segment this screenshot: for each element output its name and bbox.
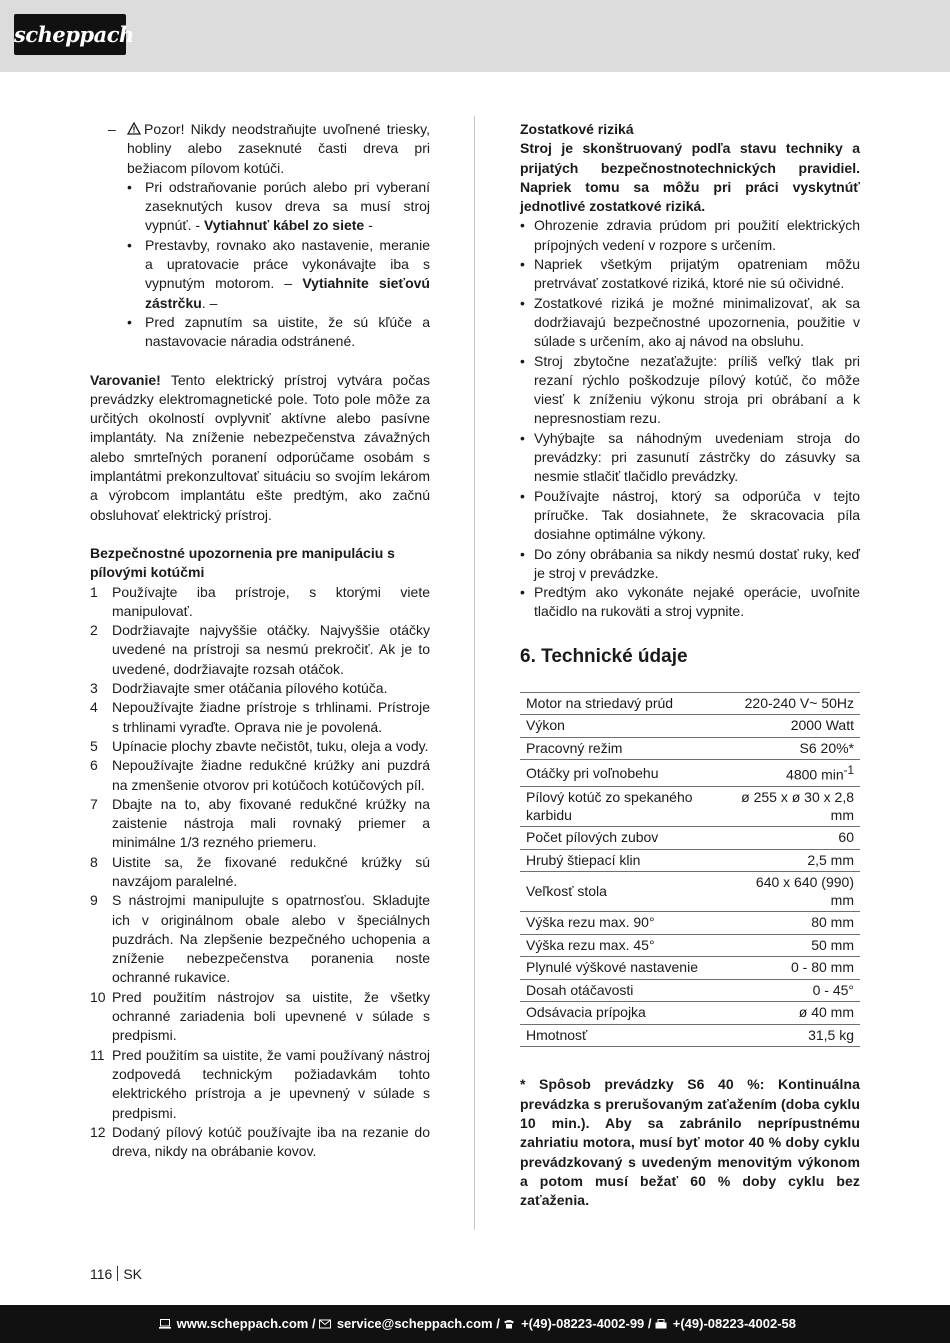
item-number: 1 bbox=[90, 583, 98, 600]
bullet-suffix: . – bbox=[201, 294, 218, 311]
item-text: Používajte iba prístroje, s ktorými viete manipulovať. bbox=[112, 583, 430, 619]
bullet-marker: • bbox=[520, 487, 525, 504]
bullet-text: Používajte nástroj, ktorý sa odporúča v tejto príručke. Tak dosiahnete, že skracovacia píla dosiahne optimálne výkony. bbox=[534, 487, 860, 543]
bullet-marker: • bbox=[520, 217, 525, 234]
spec-row bbox=[520, 979, 860, 1002]
item-number: 2 bbox=[90, 622, 98, 639]
bullet-marker: • bbox=[127, 313, 132, 330]
risk-bullet-item bbox=[520, 429, 860, 487]
footer-bar bbox=[0, 1305, 950, 1343]
item-text: Upínacie plochy zbavte nečistôt, tuku, oleja a vody. bbox=[112, 737, 429, 754]
tech-data-title: 6. Technické údaje bbox=[520, 645, 688, 667]
item-number: 3 bbox=[90, 680, 98, 697]
bullet-text: Stroj zbytočne nezaťažujte: príliš veľký tlak pri rezaní rýchlo poškodzuje pílový kotúč, čo môže viesť k zníženiu výkonu stroja pri obrábaní a k nepresnostiam rezu. bbox=[534, 352, 860, 427]
item-number: 5 bbox=[90, 737, 98, 754]
item-text: Nepoužívajte žiadne prístroje s trhlinami. Prístroje s trhlinami vyraďte. Oprava nie je povolená. bbox=[112, 699, 430, 735]
item-text: Nepoužívajte žiadne redukčné krúžky ani puzdrá na zmenšenie otvorov pri kotúčoch kotúčových píl. bbox=[112, 757, 430, 793]
numbered-item bbox=[90, 891, 430, 987]
bullet-text: Pred zapnutím sa uistite, že sú kľúče a nastavovacie náradia odstránené. bbox=[145, 313, 430, 350]
spec-value-text: 220-240 V~ 50Hz bbox=[744, 694, 854, 711]
spec-label: Dosah otáčavosti bbox=[520, 979, 725, 1002]
item-number: 9 bbox=[90, 892, 98, 909]
caution-text: Pozor! Nikdy neodstraňujte uvoľnené triesky, hobliny alebo zaseknuté časti dreva pri bežiacom pílovom kotúči. bbox=[127, 121, 430, 176]
spec-row bbox=[520, 692, 860, 715]
footer-fax[interactable]: +(49)-08223-4002-58 bbox=[672, 1316, 796, 1331]
spec-label: Výška rezu max. 90° bbox=[520, 912, 725, 935]
bullet-text: Napriek všetkým prijatým opatreniam môžu pretrvávať zostatkové riziká, ktoré nie sú očividné. bbox=[534, 256, 860, 292]
spec-value-text: S6 20%* bbox=[799, 739, 854, 756]
caution-bullet-item bbox=[90, 313, 430, 352]
spec-label: Hrubý štiepací klin bbox=[520, 849, 725, 872]
bullet-suffix: - bbox=[364, 217, 373, 234]
dash-marker: – bbox=[108, 121, 116, 137]
numbered-item bbox=[90, 853, 430, 892]
left-column bbox=[90, 120, 430, 1161]
spec-value-text: ø 255 x ø 30 x 2,8 mm bbox=[741, 789, 854, 823]
bullet-marker: • bbox=[520, 545, 525, 562]
spec-label: Odsávacia prípojka bbox=[520, 1002, 725, 1025]
numbered-item bbox=[90, 1046, 430, 1123]
item-text: Dodaný pílový kotúč používajte iba na rezanie do dreva, nikdy na obrábanie kovov. bbox=[112, 1123, 430, 1160]
page-number-value: 116 bbox=[90, 1266, 113, 1282]
item-number: 11 bbox=[90, 1046, 105, 1063]
spec-label: Hmotnosť bbox=[520, 1024, 725, 1047]
bullet-marker: • bbox=[127, 178, 132, 195]
bullet-marker: • bbox=[520, 584, 525, 601]
spec-value-text: 4800 min bbox=[786, 766, 844, 783]
bullet-marker: • bbox=[127, 236, 132, 253]
item-number: 10 bbox=[90, 988, 106, 1005]
numbered-item bbox=[90, 1123, 430, 1162]
risk-bullet-item bbox=[520, 583, 860, 622]
bullet-emphasis: Vytiahnuť kábel zo siete bbox=[203, 217, 365, 234]
spec-value-text: 0 - 80 mm bbox=[790, 959, 854, 976]
safety-numbered-list bbox=[90, 583, 430, 1162]
item-number: 7 bbox=[90, 795, 98, 812]
spec-value-text: 31,5 kg bbox=[808, 1026, 854, 1043]
operating-mode-footnote: * Spôsob prevádzky S6 40 %: Kontinuálna prevádzka s prerušovaným zaťažením (doba cyklu 10 min.). Aby sa zabránilo neprípustnému zahriatiu motora, musí byť motor 40 % doby cyklu prevádzkovaný s uvedeným menovitým výkonom a potom musí bežať 60 % doby cyklu bez zaťaženia. bbox=[520, 1076, 860, 1209]
spec-row bbox=[520, 1024, 860, 1047]
spec-value-text: 60 bbox=[838, 829, 854, 846]
spec-value bbox=[725, 934, 860, 957]
spec-row bbox=[520, 1002, 860, 1025]
residual-risks-heading: Zostatkové riziká bbox=[520, 121, 634, 137]
spec-value-exponent: -1 bbox=[843, 764, 854, 778]
spec-value bbox=[725, 1002, 860, 1025]
bullet-marker: • bbox=[520, 352, 525, 369]
item-text: Pred použitím sa uistite, že vami používaný nástroj zodpovedá technickým požiadavkám tohto elektrického prístroja a je upevnený v súlade s predpismi. bbox=[112, 1046, 430, 1121]
item-number: 8 bbox=[90, 853, 98, 870]
bullet-marker: • bbox=[520, 256, 525, 273]
risk-bullet-item bbox=[520, 216, 860, 255]
spec-value-text: 2,5 mm bbox=[807, 851, 854, 868]
bullet-text: Vyhýbajte sa náhodným uvedeniam stroja do prevádzky: pri zasunutí zástrčky do zásuvky sa nesmie stlačiť tlačidlo prevádzky. bbox=[534, 429, 860, 485]
spec-value bbox=[725, 957, 860, 980]
spec-value-text: 50 mm bbox=[811, 936, 854, 953]
bullet-text: Do zóny obrábania sa nikdy nesmú dostať ruky, keď je stroj v prevádzke. bbox=[534, 545, 860, 581]
right-column bbox=[520, 120, 860, 1210]
email-icon bbox=[319, 1306, 331, 1316]
spec-row bbox=[520, 715, 860, 738]
item-number: 4 bbox=[90, 699, 98, 716]
emf-warning bbox=[90, 371, 430, 525]
item-number: 12 bbox=[90, 1123, 106, 1140]
column-divider bbox=[474, 116, 475, 1230]
spec-value-text: 2000 Watt bbox=[790, 717, 854, 734]
spec-value bbox=[725, 979, 860, 1002]
spec-label: Motor na striedavý prúd bbox=[520, 692, 725, 715]
tech-data-table bbox=[520, 692, 860, 1048]
caution-bullets bbox=[90, 178, 430, 352]
brand-logo-text: scheppach bbox=[14, 22, 134, 47]
risk-bullet-item bbox=[520, 545, 860, 584]
risk-bullet-item bbox=[520, 294, 860, 352]
warning-label: Varovanie! bbox=[90, 371, 161, 388]
bullet-text: Ohrozenie zdravia prúdom pri použití elektrických prípojných vedení v rozpore s určením. bbox=[534, 217, 860, 253]
warning-triangle-icon bbox=[127, 122, 141, 135]
bullet-marker: • bbox=[520, 429, 525, 446]
spec-value bbox=[725, 737, 860, 760]
spec-value bbox=[725, 715, 860, 738]
bullet-emphasis: Vytiahnite sieťovú zástrčku bbox=[145, 275, 430, 311]
numbered-item bbox=[90, 621, 430, 679]
spec-label: Pracovný režim bbox=[520, 737, 725, 760]
spec-value bbox=[725, 760, 860, 787]
spec-row bbox=[520, 737, 860, 760]
numbered-item bbox=[90, 583, 430, 622]
spec-value bbox=[725, 912, 860, 935]
spec-row bbox=[520, 912, 860, 935]
spec-label: Výkon bbox=[520, 715, 725, 738]
warning-text: Tento elektrický prístroj vytvára počas prevádzky elektromagnetické pole. Toto pole môže za určitých okolností ovplyvniť aktívne alebo pasívne implantáty. Na zníženie nebezpečenstva závažných alebo smrteľných poranení odporúčame osobám s implantátmi prekonzultovať situáciu so svojím lekárom a výrobcom implantátu ešte predtým, ako začnú obsluhovať elektrický prístroj. bbox=[90, 371, 430, 523]
item-text: S nástrojmi manipulujte s opatrnosťou. Skladujte ich v originálnom obale alebo v špeciálnych puzdrách. Na zlepšenie bezpečného uchopenia a zníženie nebezpečenstva poranenia noste ochranné rukavice. bbox=[112, 892, 430, 986]
spec-value bbox=[725, 692, 860, 715]
bullet-text: Prestavby, rovnako ako nastavenie, meranie a upratovacie práce vykonávajte iba s vypnutým motorom. – bbox=[145, 236, 430, 292]
spec-value bbox=[725, 1024, 860, 1047]
phone-icon bbox=[503, 1306, 515, 1316]
numbered-item bbox=[90, 679, 430, 698]
spec-label: Otáčky pri voľnobehu bbox=[520, 760, 725, 787]
spec-label: Počet pílových zubov bbox=[520, 827, 725, 850]
spec-row bbox=[520, 827, 860, 850]
item-number: 6 bbox=[90, 757, 98, 774]
spec-value-text: 0 - 45° bbox=[812, 981, 854, 998]
page-number bbox=[90, 1265, 142, 1284]
spec-value bbox=[725, 827, 860, 850]
header-bar bbox=[0, 0, 950, 72]
numbered-item bbox=[90, 698, 430, 737]
item-text: Dodržiavajte smer otáčania pílového kotúča. bbox=[112, 680, 388, 697]
bullet-text: Pri odstraňovanie porúch alebo pri vyberaní zaseknutých kusov dreva sa musí stroj vypnúť. - bbox=[145, 178, 430, 234]
spec-value-text: 80 mm bbox=[811, 914, 854, 931]
spec-value-text: 640 x 640 (990) mm bbox=[755, 874, 854, 908]
residual-risks-list bbox=[520, 216, 860, 621]
spec-row bbox=[520, 934, 860, 957]
footer-website[interactable]: www.scheppach.com / bbox=[176, 1316, 316, 1331]
bullet-text: Zostatkové riziká je možné minimalizovať, ak sa dodržiavajú bezpečnostné upozornenia, použitie v súlade s určením, ako aj návod na obsluhu. bbox=[534, 294, 860, 350]
residual-risks-intro: Stroj je skonštruovaný podľa stavu techniky a prijatých bezpečnostnotechnických pravidiel. Napriek tomu sa môžu pri práci vyskytnúť jednotlivé zostatkové riziká. bbox=[520, 140, 860, 215]
spec-row bbox=[520, 760, 860, 787]
spec-row bbox=[520, 787, 860, 827]
brand-logo bbox=[14, 14, 134, 55]
item-text: Dodržiavajte najvyššie otáčky. Najvyššie otáčky uvedené na prístroji sa nesmú prekročiť. Ak je to uvedené, dodržiavajte rozsah otáčok. bbox=[112, 622, 430, 677]
spec-value bbox=[725, 849, 860, 872]
bullet-marker: • bbox=[520, 294, 525, 311]
spec-label: Veľkosť stola bbox=[520, 872, 725, 912]
caution-bullet-item bbox=[90, 236, 430, 313]
spec-label: Výška rezu max. 45° bbox=[520, 934, 725, 957]
numbered-item bbox=[90, 795, 430, 853]
spec-value bbox=[725, 872, 860, 912]
page-number-separator bbox=[117, 1266, 118, 1281]
spec-row bbox=[520, 957, 860, 980]
caution-intro bbox=[90, 120, 430, 178]
numbered-item bbox=[90, 988, 430, 1046]
fax-icon bbox=[655, 1306, 667, 1316]
footer-email[interactable]: service@scheppach.com / bbox=[336, 1316, 500, 1331]
risk-bullet-item bbox=[520, 255, 860, 294]
risk-bullet-item bbox=[520, 487, 860, 545]
footer-phone[interactable]: +(49)-08223-4002-99 / bbox=[521, 1316, 652, 1331]
bullet-text: Predtým ako vykonáte nejaké operácie, uvoľnite tlačidlo na rukoväti a stroj vypnite. bbox=[534, 584, 860, 620]
safety-heading: Bezpečnostné upozornenia pre manipuláciu s pílovými kotúčmi bbox=[90, 544, 395, 581]
spec-label: Pílový kotúč zo spekaného karbidu bbox=[520, 787, 725, 827]
spec-value bbox=[725, 787, 860, 827]
caution-bullet-item bbox=[90, 178, 430, 236]
numbered-item bbox=[90, 737, 430, 756]
risk-bullet-item bbox=[520, 352, 860, 429]
item-text: Uistite sa, že fixované redukčné krúžky sú navzájom paralelné. bbox=[112, 853, 430, 889]
computer-icon bbox=[159, 1306, 171, 1316]
item-text: Pred použitím nástrojov sa uistite, že všetky ochranné zariadenia boli upevnené v súlade s predpismi. bbox=[112, 988, 430, 1044]
spec-label: Plynulé výškové nastavenie bbox=[520, 957, 725, 980]
item-text: Dbajte na to, aby fixované redukčné krúžky na zaistenie nástroja mali rovnaký priemer a minimálne 1/3 rezného priemeru. bbox=[112, 795, 430, 851]
spec-row bbox=[520, 872, 860, 912]
spec-row bbox=[520, 849, 860, 872]
spec-value-text: ø 40 mm bbox=[798, 1004, 854, 1021]
page-language: SK bbox=[123, 1266, 143, 1282]
numbered-item bbox=[90, 756, 430, 795]
